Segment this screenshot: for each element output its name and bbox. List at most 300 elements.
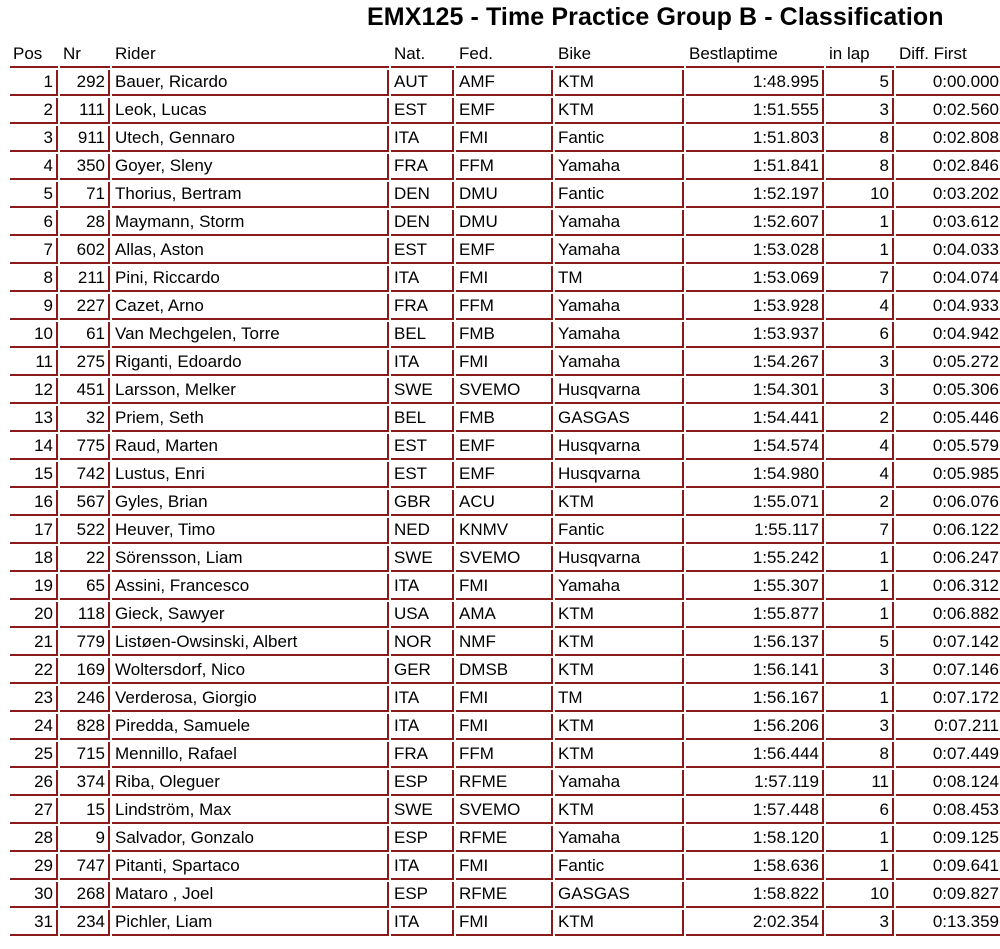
cell-fed: ACU [456,490,553,516]
cell-diff-first: 0:06.247 [896,546,1000,572]
cell-in-lap: 3 [826,714,894,740]
cell-diff-first: 0:04.074 [896,266,1000,292]
cell-bestlaptime: 1:57.448 [686,798,824,824]
col-header-pos: Pos [10,42,58,68]
cell-fed: AMA [456,602,553,628]
cell-fed: RFME [456,882,553,908]
cell-rider: Raud, Marten [112,434,389,460]
cell-bike: Husqvarna [555,462,684,488]
cell-pos: 31 [10,910,58,936]
cell-in-lap: 1 [826,546,894,572]
cell-nat: ESP [391,826,454,852]
table-row [10,238,1000,264]
cell-rider: Listøen-Owsinski, Albert [112,630,389,656]
cell-fed: KNMV [456,518,553,544]
cell-pos: 26 [10,770,58,796]
cell-bestlaptime: 1:57.119 [686,770,824,796]
cell-bike: Yamaha [555,322,684,348]
cell-rider: Assini, Francesco [112,574,389,600]
cell-fed: DMU [456,210,553,236]
cell-diff-first: 0:09.827 [896,882,1000,908]
cell-diff-first: 0:06.076 [896,490,1000,516]
cell-nat: ITA [391,350,454,376]
cell-nat: EST [391,98,454,124]
cell-fed: FFM [456,742,553,768]
cell-nat: SWE [391,378,454,404]
cell-nat: FRA [391,742,454,768]
cell-rider: Woltersdorf, Nico [112,658,389,684]
cell-bike: Yamaha [555,770,684,796]
cell-nr: 742 [60,462,110,488]
cell-pos: 16 [10,490,58,516]
cell-fed: RFME [456,826,553,852]
cell-nat: ITA [391,266,454,292]
cell-diff-first: 0:07.211 [896,714,1000,740]
cell-fed: EMF [456,434,553,460]
cell-nat: NOR [391,630,454,656]
cell-bike: Husqvarna [555,546,684,572]
cell-in-lap: 6 [826,798,894,824]
cell-bestlaptime: 1:54.267 [686,350,824,376]
cell-nat: SWE [391,546,454,572]
cell-fed: SVEMO [456,798,553,824]
cell-rider: Maymann, Storm [112,210,389,236]
cell-bike: KTM [555,714,684,740]
cell-rider: Gyles, Brian [112,490,389,516]
cell-in-lap: 1 [826,686,894,712]
cell-pos: 18 [10,546,58,572]
table-row [10,182,1000,208]
cell-fed: AMF [456,70,553,96]
col-header-in-lap: in lap [826,42,894,68]
cell-nr: 71 [60,182,110,208]
cell-diff-first: 0:05.446 [896,406,1000,432]
cell-nr: 374 [60,770,110,796]
cell-pos: 20 [10,602,58,628]
cell-in-lap: 3 [826,98,894,124]
cell-bestlaptime: 1:48.995 [686,70,824,96]
cell-in-lap: 1 [826,826,894,852]
cell-bike: KTM [555,798,684,824]
cell-fed: FMI [456,686,553,712]
cell-bestlaptime: 2:02.354 [686,910,824,936]
cell-in-lap: 3 [826,378,894,404]
cell-pos: 3 [10,126,58,152]
cell-fed: FMI [456,714,553,740]
table-row [10,714,1000,740]
cell-diff-first: 0:06.122 [896,518,1000,544]
cell-fed: FMI [456,854,553,880]
cell-bike: KTM [555,490,684,516]
cell-pos: 27 [10,798,58,824]
cell-rider: Piredda, Samuele [112,714,389,740]
cell-diff-first: 0:07.146 [896,658,1000,684]
cell-nr: 292 [60,70,110,96]
cell-nr: 32 [60,406,110,432]
cell-fed: EMF [456,462,553,488]
cell-rider: Riba, Oleguer [112,770,389,796]
cell-rider: Mennillo, Rafael [112,742,389,768]
cell-nr: 211 [60,266,110,292]
cell-nat: ESP [391,770,454,796]
cell-in-lap: 10 [826,182,894,208]
cell-bestlaptime: 1:54.441 [686,406,824,432]
cell-bike: Yamaha [555,294,684,320]
cell-nr: 715 [60,742,110,768]
cell-nr: 567 [60,490,110,516]
cell-bestlaptime: 1:56.444 [686,742,824,768]
table-row [10,406,1000,432]
cell-rider: Pini, Riccardo [112,266,389,292]
cell-nr: 61 [60,322,110,348]
cell-rider: Cazet, Arno [112,294,389,320]
cell-nat: FRA [391,154,454,180]
cell-bestlaptime: 1:52.197 [686,182,824,208]
cell-nr: 9 [60,826,110,852]
table-row [10,910,1000,936]
cell-in-lap: 3 [826,910,894,936]
cell-fed: NMF [456,630,553,656]
table-row [10,574,1000,600]
cell-pos: 19 [10,574,58,600]
cell-rider: Mataro , Joel [112,882,389,908]
cell-rider: Bauer, Ricardo [112,70,389,96]
cell-rider: Leok, Lucas [112,98,389,124]
table-row [10,742,1000,768]
cell-bike: Yamaha [555,350,684,376]
table-row [10,490,1000,516]
table-row [10,518,1000,544]
cell-nr: 522 [60,518,110,544]
cell-bike: Fantic [555,854,684,880]
table-row [10,770,1000,796]
cell-in-lap: 8 [826,742,894,768]
table-row [10,854,1000,880]
cell-bike: Yamaha [555,210,684,236]
classification-table [8,40,1000,938]
col-header-nat: Nat. [391,42,454,68]
cell-in-lap: 8 [826,126,894,152]
cell-nr: 169 [60,658,110,684]
cell-rider: Salvador, Gonzalo [112,826,389,852]
cell-bestlaptime: 1:51.841 [686,154,824,180]
table-row [10,378,1000,404]
cell-in-lap: 10 [826,882,894,908]
cell-nat: EST [391,434,454,460]
cell-fed: FMB [456,406,553,432]
cell-rider: Riganti, Edoardo [112,350,389,376]
cell-bike: KTM [555,98,684,124]
cell-fed: FFM [456,294,553,320]
cell-in-lap: 11 [826,770,894,796]
cell-diff-first: 0:08.453 [896,798,1000,824]
cell-in-lap: 4 [826,462,894,488]
cell-in-lap: 5 [826,70,894,96]
cell-fed: SVEMO [456,546,553,572]
table-row [10,154,1000,180]
cell-nr: 65 [60,574,110,600]
cell-nat: SWE [391,798,454,824]
cell-fed: FMI [456,350,553,376]
cell-pos: 12 [10,378,58,404]
col-header-bestlaptime: Bestlaptime [686,42,824,68]
cell-diff-first: 0:06.882 [896,602,1000,628]
cell-in-lap: 3 [826,658,894,684]
cell-pos: 13 [10,406,58,432]
cell-nr: 451 [60,378,110,404]
cell-fed: FFM [456,154,553,180]
cell-nat: DEN [391,182,454,208]
cell-diff-first: 0:03.202 [896,182,1000,208]
cell-pos: 15 [10,462,58,488]
cell-rider: Lustus, Enri [112,462,389,488]
cell-bestlaptime: 1:56.141 [686,658,824,684]
cell-in-lap: 4 [826,294,894,320]
table-row [10,294,1000,320]
cell-pos: 21 [10,630,58,656]
cell-pos: 10 [10,322,58,348]
cell-nat: ITA [391,574,454,600]
cell-fed: FMI [456,574,553,600]
table-row [10,658,1000,684]
cell-diff-first: 0:07.449 [896,742,1000,768]
cell-bestlaptime: 1:54.301 [686,378,824,404]
cell-rider: Pitanti, Spartaco [112,854,389,880]
cell-bike: Fantic [555,518,684,544]
cell-nat: ITA [391,910,454,936]
cell-nr: 22 [60,546,110,572]
cell-fed: EMF [456,238,553,264]
cell-nat: BEL [391,322,454,348]
cell-diff-first: 0:07.142 [896,630,1000,656]
cell-rider: Goyer, Sleny [112,154,389,180]
cell-bike: GASGAS [555,406,684,432]
cell-nat: NED [391,518,454,544]
cell-diff-first: 0:05.579 [896,434,1000,460]
table-row [10,322,1000,348]
cell-bike: Yamaha [555,574,684,600]
cell-bike: KTM [555,658,684,684]
cell-nr: 911 [60,126,110,152]
table-row [10,462,1000,488]
cell-nat: AUT [391,70,454,96]
col-header-diff-first: Diff. First [896,42,1000,68]
cell-bike: KTM [555,742,684,768]
cell-rider: Priem, Seth [112,406,389,432]
cell-bestlaptime: 1:51.555 [686,98,824,124]
cell-nr: 602 [60,238,110,264]
cell-bike: Husqvarna [555,378,684,404]
cell-pos: 29 [10,854,58,880]
cell-rider: Verderosa, Giorgio [112,686,389,712]
cell-diff-first: 0:06.312 [896,574,1000,600]
cell-bestlaptime: 1:53.937 [686,322,824,348]
cell-rider: Van Mechgelen, Torre [112,322,389,348]
cell-pos: 5 [10,182,58,208]
cell-nr: 118 [60,602,110,628]
cell-in-lap: 1 [826,854,894,880]
cell-rider: Pichler, Liam [112,910,389,936]
cell-diff-first: 0:09.125 [896,826,1000,852]
cell-in-lap: 8 [826,154,894,180]
cell-in-lap: 3 [826,350,894,376]
cell-in-lap: 5 [826,630,894,656]
header-row [10,42,1000,68]
cell-nat: ITA [391,714,454,740]
cell-nat: USA [391,602,454,628]
cell-pos: 7 [10,238,58,264]
page-title: EMX125 - Time Practice Group B - Classification [367,3,944,31]
cell-bestlaptime: 1:56.167 [686,686,824,712]
cell-bike: Husqvarna [555,434,684,460]
cell-nr: 350 [60,154,110,180]
cell-bestlaptime: 1:54.980 [686,462,824,488]
cell-bestlaptime: 1:56.206 [686,714,824,740]
cell-nr: 28 [60,210,110,236]
cell-rider: Utech, Gennaro [112,126,389,152]
table-row [10,266,1000,292]
cell-bike: KTM [555,70,684,96]
cell-rider: Larsson, Melker [112,378,389,404]
cell-fed: DMU [456,182,553,208]
table-row [10,686,1000,712]
cell-bestlaptime: 1:53.069 [686,266,824,292]
cell-diff-first: 0:02.808 [896,126,1000,152]
cell-pos: 23 [10,686,58,712]
cell-in-lap: 2 [826,406,894,432]
cell-in-lap: 7 [826,266,894,292]
cell-rider: Allas, Aston [112,238,389,264]
cell-pos: 14 [10,434,58,460]
cell-bestlaptime: 1:55.242 [686,546,824,572]
cell-diff-first: 0:04.033 [896,238,1000,264]
cell-in-lap: 1 [826,602,894,628]
table-row [10,546,1000,572]
cell-bestlaptime: 1:55.307 [686,574,824,600]
cell-in-lap: 4 [826,434,894,460]
cell-bestlaptime: 1:55.877 [686,602,824,628]
cell-fed: EMF [456,98,553,124]
cell-rider: Thorius, Bertram [112,182,389,208]
cell-diff-first: 0:05.272 [896,350,1000,376]
cell-in-lap: 2 [826,490,894,516]
cell-nat: GBR [391,490,454,516]
cell-rider: Heuver, Timo [112,518,389,544]
cell-nr: 15 [60,798,110,824]
cell-in-lap: 6 [826,322,894,348]
cell-bestlaptime: 1:58.636 [686,854,824,880]
cell-bike: Yamaha [555,238,684,264]
table-row [10,434,1000,460]
table-row [10,630,1000,656]
cell-pos: 24 [10,714,58,740]
cell-bike: KTM [555,630,684,656]
cell-bike: KTM [555,602,684,628]
cell-pos: 4 [10,154,58,180]
cell-pos: 9 [10,294,58,320]
cell-bestlaptime: 1:58.822 [686,882,824,908]
cell-bestlaptime: 1:55.117 [686,518,824,544]
cell-diff-first: 0:03.612 [896,210,1000,236]
cell-bestlaptime: 1:55.071 [686,490,824,516]
cell-pos: 17 [10,518,58,544]
table-row [10,798,1000,824]
cell-diff-first: 0:05.306 [896,378,1000,404]
cell-fed: FMI [456,266,553,292]
cell-bike: Yamaha [555,826,684,852]
cell-bestlaptime: 1:54.574 [686,434,824,460]
cell-diff-first: 0:09.641 [896,854,1000,880]
cell-rider: Lindström, Max [112,798,389,824]
cell-fed: FMI [456,126,553,152]
cell-fed: DMSB [456,658,553,684]
cell-diff-first: 0:04.942 [896,322,1000,348]
cell-pos: 8 [10,266,58,292]
cell-nr: 828 [60,714,110,740]
cell-bestlaptime: 1:56.137 [686,630,824,656]
cell-nr: 747 [60,854,110,880]
table-row [10,126,1000,152]
cell-rider: Gieck, Sawyer [112,602,389,628]
cell-diff-first: 0:13.359 [896,910,1000,936]
cell-fed: SVEMO [456,378,553,404]
cell-nr: 111 [60,98,110,124]
cell-nat: BEL [391,406,454,432]
cell-fed: RFME [456,770,553,796]
cell-nat: FRA [391,294,454,320]
col-header-bike: Bike [555,42,684,68]
table-row [10,70,1000,96]
table-body [10,70,1000,936]
cell-bike: TM [555,686,684,712]
cell-nr: 779 [60,630,110,656]
table-row [10,882,1000,908]
cell-bike: Yamaha [555,154,684,180]
cell-diff-first: 0:00.000 [896,70,1000,96]
cell-bestlaptime: 1:58.120 [686,826,824,852]
cell-fed: FMI [456,910,553,936]
table-row [10,98,1000,124]
cell-pos: 1 [10,70,58,96]
cell-pos: 2 [10,98,58,124]
cell-nat: DEN [391,210,454,236]
cell-nat: GER [391,658,454,684]
cell-nat: ITA [391,686,454,712]
cell-in-lap: 1 [826,238,894,264]
cell-bike: KTM [555,910,684,936]
cell-bestlaptime: 1:53.028 [686,238,824,264]
cell-in-lap: 1 [826,210,894,236]
col-header-fed: Fed. [456,42,553,68]
table-row [10,602,1000,628]
cell-nat: EST [391,238,454,264]
cell-bestlaptime: 1:52.607 [686,210,824,236]
cell-fed: FMB [456,322,553,348]
cell-in-lap: 7 [826,518,894,544]
cell-bestlaptime: 1:53.928 [686,294,824,320]
col-header-rider: Rider [112,42,389,68]
cell-diff-first: 0:07.172 [896,686,1000,712]
cell-in-lap: 1 [826,574,894,600]
cell-nat: ESP [391,882,454,908]
cell-pos: 28 [10,826,58,852]
cell-nr: 227 [60,294,110,320]
cell-pos: 6 [10,210,58,236]
cell-nr: 246 [60,686,110,712]
cell-diff-first: 0:02.846 [896,154,1000,180]
table-row [10,350,1000,376]
cell-nr: 234 [60,910,110,936]
